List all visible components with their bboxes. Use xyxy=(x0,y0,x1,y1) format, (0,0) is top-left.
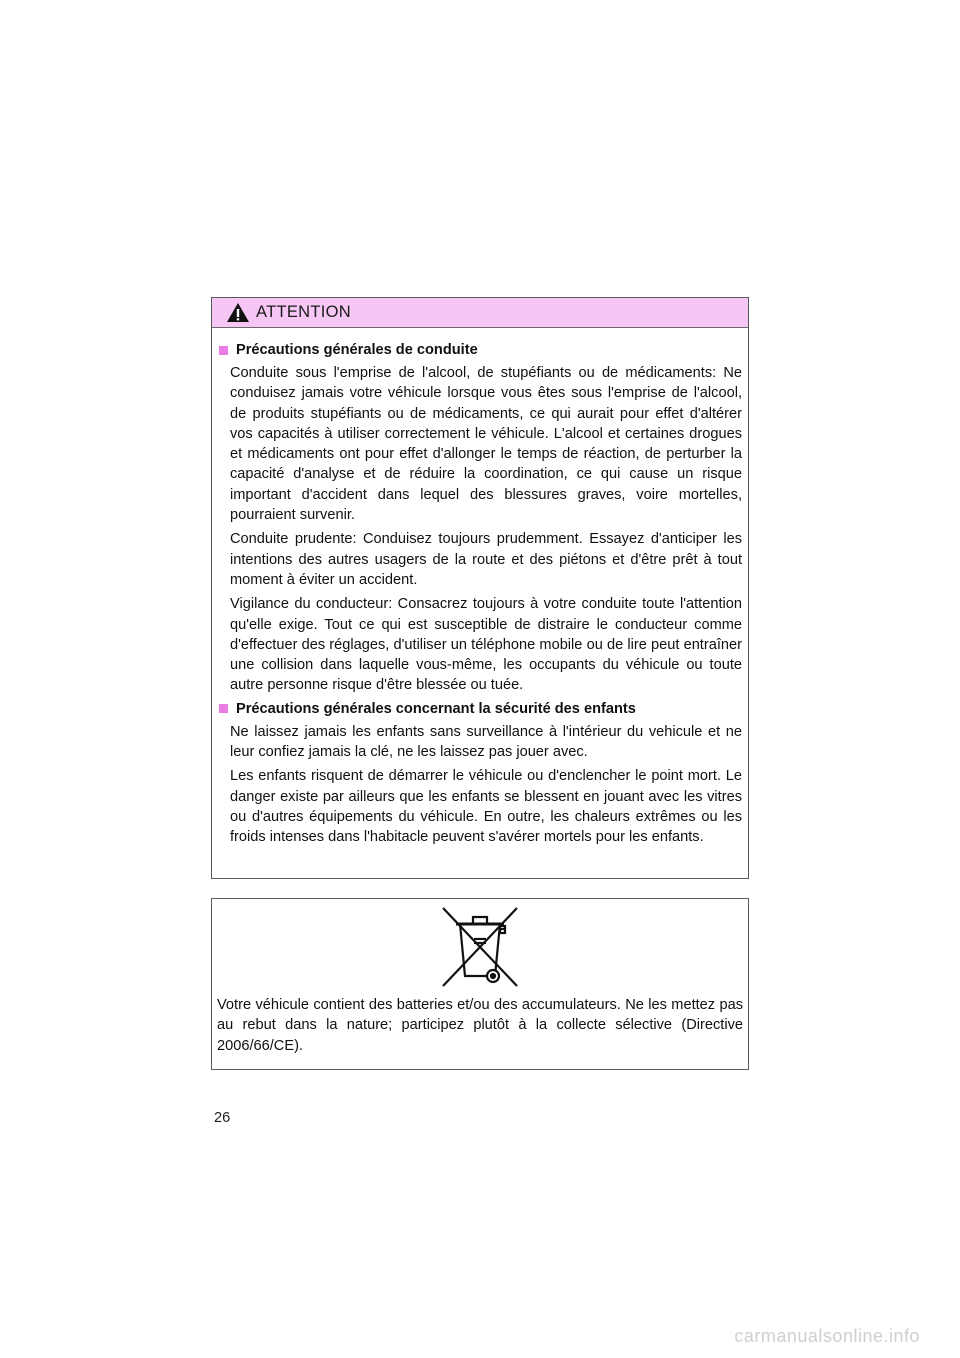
crossed-out-wheelie-bin-icon xyxy=(440,903,520,989)
square-bullet-icon xyxy=(219,346,228,355)
recycling-box xyxy=(211,898,749,1070)
paragraph: Les enfants risquent de démarrer le véhicule ou d'enclencher le point mort. Le danger existe par ailleurs que les enfants se blessent en jouant avec les vitres ou d'autres équipements du véhicule. En outre, les chaleurs extrêmes ou les froids intenses dans l'habitacle peuvent s'avérer mortels pour les enfants. xyxy=(230,768,742,846)
paragraph: Conduite prudente: Conduisez toujours prudemment. Essayez d'anticiper les intentions des autres usagers de la route et des piétons et d'être prêt à tout moment à éviter un accident. xyxy=(230,531,742,588)
warning-title: ATTENTION xyxy=(256,303,351,321)
square-bullet-icon xyxy=(219,704,228,713)
section-heading-text: Précautions générales concernant la sécurité des enfants xyxy=(236,700,636,717)
paragraph: Ne laissez jamais les enfants sans surveillance à l'intérieur du vehicule et ne leur confiez jamais la clé, ne les laissez pas jouer avec. xyxy=(230,723,742,761)
warning-body xyxy=(212,328,748,848)
watermark: carmanualsonline.info xyxy=(734,1326,920,1346)
recycling-notice-text: Votre véhicule contient des batteries et/ou des accumulateurs. Ne les mettez pas au rebut dans la nature; participez plutôt à la collecte sélective (Directive 2006/66/CE). xyxy=(217,997,743,1054)
page-number: 26 xyxy=(214,1110,231,1126)
warning-header xyxy=(212,298,748,328)
section-heading-text: Précautions générales de conduite xyxy=(236,342,478,358)
warning-triangle-icon xyxy=(226,302,250,323)
warning-box xyxy=(211,297,749,879)
paragraph: Conduite sous l'emprise de l'alcool, de stupéfiants ou de médicaments: Ne conduisez jamais votre véhicule lorsque vous êtes sous l'emprise de l'alcool, de produits stupéfiants ou de médicaments, ce qui aurait pour effet d'altérer vos capacités à utiliser correctement le véhicule. L'alcool et certaines drogues et médicaments ont pour effet d'allonger le temps de réaction, de perturber la capacité d'analyse et de réduire la coordination, ce qui cause un risque important d'accident dans lequel des blessures graves, voire mortelles, pourraient survenir. xyxy=(230,365,742,524)
paragraph: Vigilance du conducteur: Consacrez toujours à votre conduite toute l'attention qu'elle exige. Tout ce qui est susceptible de distraire le conducteur comme d'effectuer des réglages, d'utiliser un téléphone mobile ou de lire peut entraîner une collision dans laquelle vous-même, les occupants du véhicule ou toute autre personne risque d'être blessée ou tuée. xyxy=(230,596,742,694)
section-heading xyxy=(218,700,742,718)
section-heading xyxy=(218,341,742,359)
